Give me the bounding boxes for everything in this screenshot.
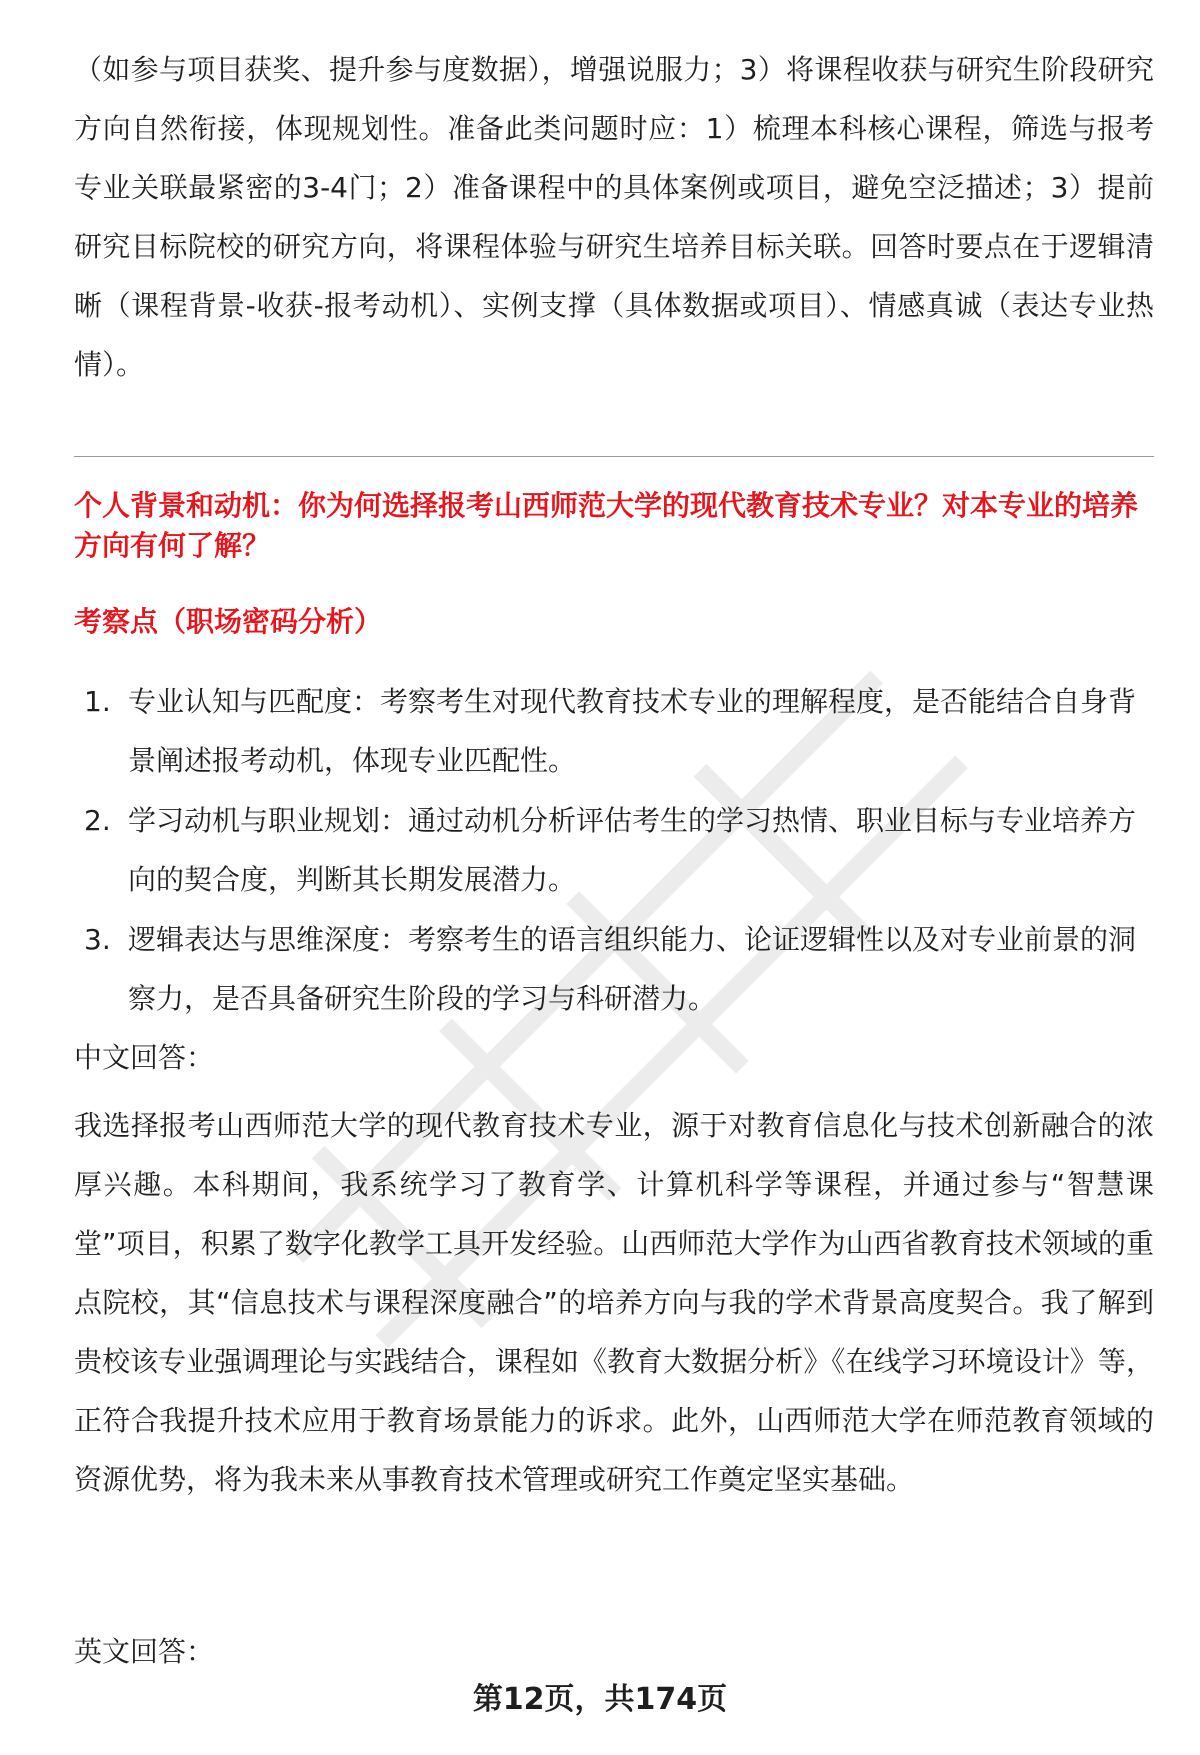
continuation-paragraph: （如参与项目获奖、提升参与度数据），增强说服力；3）将课程收获与研究生阶段研究方向自然衔接，体现规划性。准备此类问题时应：1）梳理本科核心课程，筛选与报考专业关联最紧密的3-4门；2）准备课程中的具体案例或项目，避免空泛描述；3）提前研究目标院校的研究方向，将课程体验与研究生培养目标关联。回答时要点在于逻辑清晰（课程背景-收获-报考动机）、实例支撑（具体数据或项目）、情感真诚（表达专业热情）。 [74, 53, 1154, 381]
list-item [74, 791, 1154, 909]
section-divider [74, 456, 1154, 457]
list-item-text: 逻辑表达与思维深度：考察考生的语言组织能力、论证逻辑性以及对专业前景的洞察力，是否具备研究生阶段的学习与科研潜力。 [128, 923, 1137, 1015]
page-footer: 第12页，共174页 [472, 1682, 728, 1717]
english-answer-label: 英文回答： [74, 1635, 215, 1668]
list-item-text: 专业认知与匹配度：考察考生对现代教育技术专业的理解程度，是否能结合自身背景阐述报考动机，体现专业匹配性。 [128, 685, 1137, 777]
list-item-text: 学习动机与职业规划：通过动机分析评估考生的学习热情、职业目标与专业培养方向的契合度，判断其长期发展潜力。 [128, 804, 1137, 896]
question-heading: 个人背景和动机：你为何选择报考山西师范大学的现代教育技术专业？对本专业的培养方向有何了解？ [74, 489, 1139, 562]
list-item [74, 672, 1154, 790]
list-item-number: 2. [84, 804, 111, 837]
chinese-answer-label: 中文回答： [74, 1041, 215, 1074]
exam-points-heading: 考察点（职场密码分析） [74, 605, 383, 638]
list-item-number: 3. [84, 923, 111, 956]
list-item-number: 1. [84, 685, 111, 718]
exam-points-list [74, 672, 1154, 1029]
chinese-answer-paragraph: 我选择报考山西师范大学的现代教育技术专业，源于对教育信息化与技术创新融合的浓厚兴趣。本科期间，我系统学习了教育学、计算机科学等课程，并通过参与“智慧课堂”项目，积累了数字化教学工具开发经验。山西师范大学作为山西省教育技术领域的重点院校，其“信息技术与课程深度融合”的培养方向与我的学术背景高度契合。我了解到贵校该专业强调理论与实践结合，课程如《教育大数据分析》《在线学习环境设计》等，正符合我提升技术应用于教育场景能力的诉求。此外，山西师范大学在师范教育领域的资源优势，将为我未来从事教育技术管理或研究工作奠定坚实基础。 [74, 1109, 1154, 1496]
list-item [74, 910, 1154, 1028]
